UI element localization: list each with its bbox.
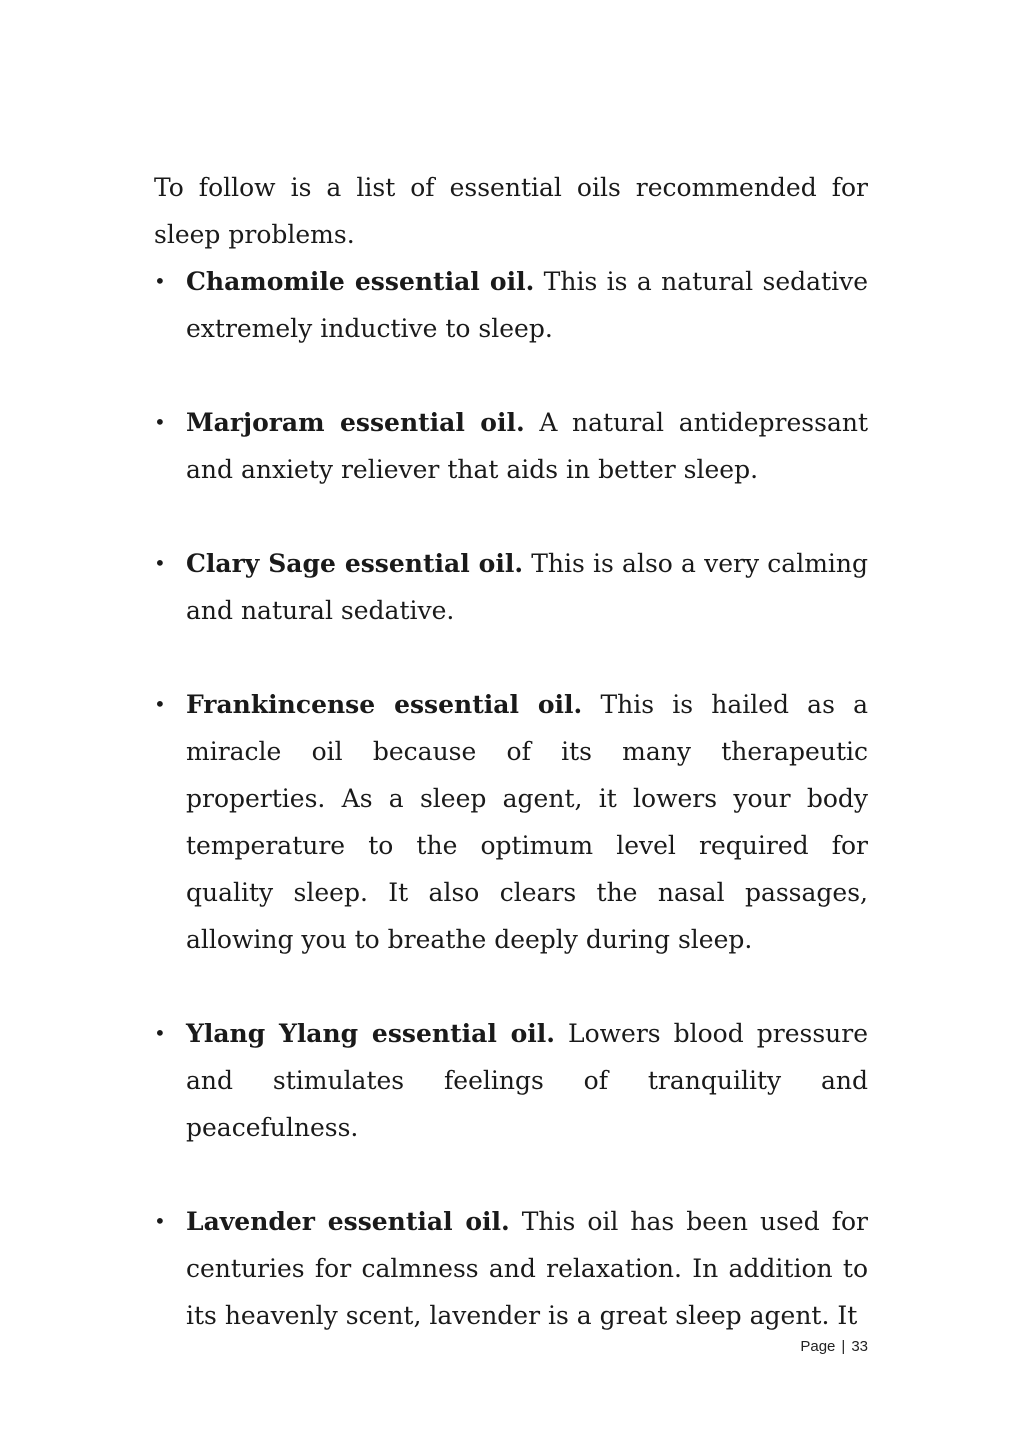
list-item (154, 399, 868, 493)
page-content (154, 164, 868, 1386)
oil-description: This is a natural sedative extremely inductive to sleep. (186, 267, 869, 343)
list-item (154, 258, 868, 352)
list-item (154, 540, 868, 634)
bullet-icon: • (154, 410, 166, 434)
page-separator: | (841, 1338, 846, 1355)
oil-description: Lowers blood pressure and stimulates feelings of tranquility and peacefulness. (186, 1019, 868, 1142)
bullet-icon: • (154, 692, 166, 716)
page-footer (800, 1338, 868, 1355)
oil-description: This is hailed as a miracle oil because of its many therapeutic properties. As a sleep agent, it lowers your body temperature to the optimum level required for quality sleep. It also clears the nasal passages, allowing you to breathe deeply during sleep. (186, 690, 868, 954)
oil-name: Clary Sage essential oil. (186, 549, 524, 578)
oil-name: Chamomile essential oil. (186, 267, 535, 296)
list-item (154, 1010, 868, 1151)
page-number: 33 (851, 1338, 868, 1355)
essential-oil-list (154, 258, 868, 1339)
intro-paragraph: To follow is a list of essential oils recommended for sleep problems. (154, 173, 868, 249)
bullet-icon: • (154, 269, 166, 293)
oil-description: This is also a very calming and natural sedative. (186, 549, 869, 625)
list-item (154, 681, 868, 963)
bullet-icon: • (154, 1021, 166, 1045)
bullet-icon: • (154, 551, 166, 575)
oil-name: Ylang Ylang essential oil. (186, 1019, 555, 1048)
list-item (154, 1198, 868, 1339)
bullet-icon: • (154, 1209, 166, 1233)
oil-name: Marjoram essential oil. (186, 408, 525, 437)
oil-name: Frankincense essential oil. (186, 690, 583, 719)
oil-description: A natural antidepressant and anxiety reliever that aids in better sleep. (186, 408, 868, 484)
page-label: Page (800, 1338, 836, 1355)
oil-name: Lavender essential oil. (186, 1207, 510, 1236)
oil-description: This oil has been used for centuries for calmness and relaxation. In addition to its heavenly scent, lavender is a great sleep agent. It (186, 1207, 868, 1330)
